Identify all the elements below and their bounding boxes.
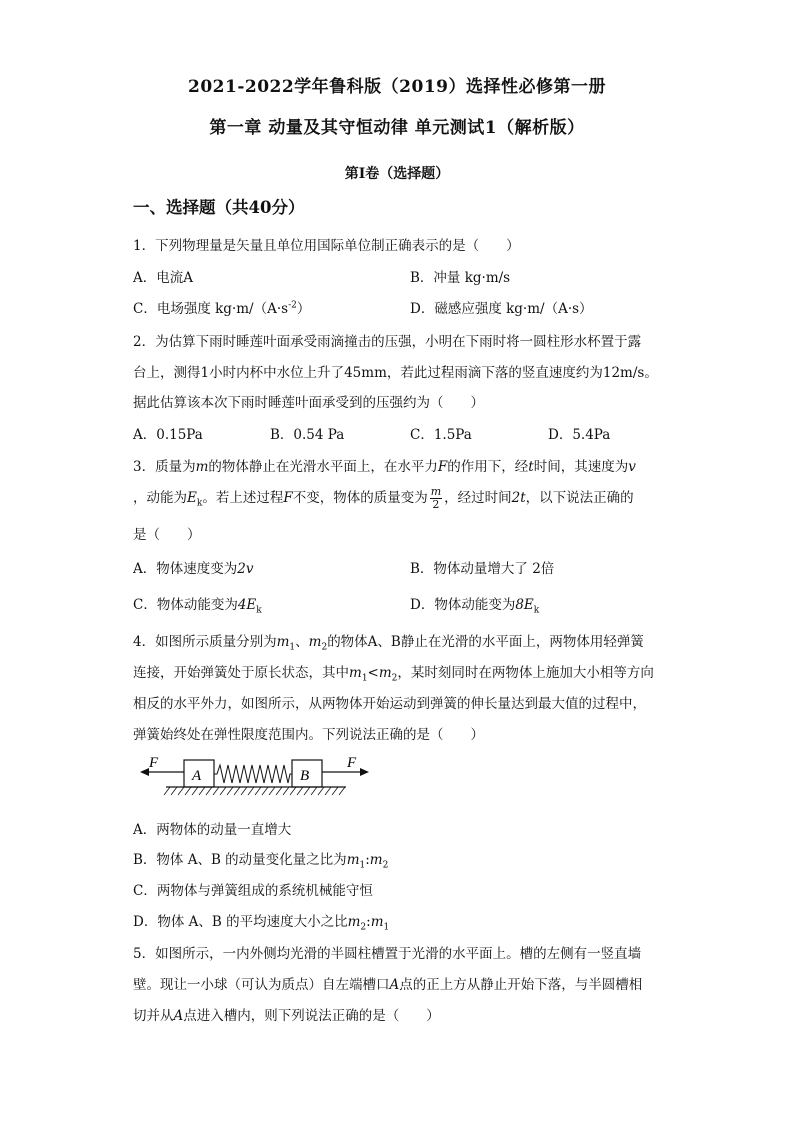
- q4-line2: 连接，开始弹簧处于原长状态，其中$m_1<m_2$，某时刻同时在两物体上施加大小相等方向: [133, 665, 654, 684]
- ground: [164, 787, 346, 795]
- q5-line3: 切并从A点进入槽内，则下列说法正确的是（ ）: [133, 1008, 440, 1024]
- q2-option-c: C．1.5Pa: [410, 427, 472, 443]
- q4-option-d: D．物体 A、B 的平均速度大小之比$m_2:m_1$: [133, 914, 390, 933]
- force-arrow-right: [322, 768, 369, 776]
- volume-heading: 第Ⅰ卷（选择题）: [344, 166, 450, 182]
- q2-line1: 2．为估算下雨时睡莲叶面承受雨滴撞击的压强，小明在下雨时将一圆柱形水杯置于露: [133, 334, 642, 350]
- q1-option-b: B．冲量 kg·m/s: [410, 270, 511, 286]
- mass-fraction: $\frac{m}{2}$: [430, 485, 442, 511]
- q3-option-c: C．物体动能变为$4E_k$: [133, 597, 262, 616]
- q4-option-c: C．两物体与弹簧组成的系统机械能守恒: [133, 883, 373, 899]
- q2-option-d: D．5.4Pa: [548, 427, 611, 443]
- q4-option-b: B．物体 A、B 的动量变化量之比为$m_1:m_2$: [133, 852, 389, 871]
- q5-line1: 5．如图所示，一内外侧均光滑的半圆柱槽置于光滑的水平面上。槽的左侧有一竖直墙: [133, 946, 642, 962]
- block-a-label: A: [192, 768, 202, 784]
- q4-line1: 4．如图所示质量分别为$m_1$、$m_2$的物体A、B静止在光滑的水平面上，两物体用轻弹簧: [133, 634, 644, 653]
- q1-option-d: D．磁感应强度 kg·m/（A·s）: [410, 301, 593, 317]
- q1-option-c: C．电场强度 $kg\cdot m/(A\cdot s^{-2})$: [133, 300, 311, 317]
- doc-title-line2: 第一章 动量及其守恒动律 单元测试1（解析版）: [209, 118, 585, 138]
- q3-option-a: A．物体速度变为2v: [133, 561, 254, 577]
- q4-option-a: A．两物体的动量一直增大: [133, 822, 292, 838]
- q3-line2: ，动能为$E_k$。若上述过程F不变，物体的质量变为 $\frac{m}{2}$ ，经过时间2t，以下说法正确的: [133, 485, 634, 511]
- q2-option-a: A．0.15Pa: [133, 427, 203, 443]
- q3-option-d: D．物体动能变为$8E_k$: [410, 597, 540, 616]
- q1-option-a: A．电流A: [133, 270, 193, 286]
- q4-line3: 相反的水平外力，如图所示，从两物体开始运动到弹簧的伸长量达到最大值的过程中，: [133, 696, 646, 712]
- force-arrow-left: [140, 768, 184, 776]
- doc-title-line1: 2021-2022学年鲁科版（2019）选择性必修第一册: [188, 77, 606, 97]
- q2-line3: 据此估算该本次下雨时睡莲叶面承受到的压强约为（ ）: [133, 395, 484, 411]
- q3-option-b: B．物体动量增大了 2倍: [410, 561, 555, 577]
- spring-blocks-figure: [140, 752, 380, 804]
- q3-line3: 是（ ）: [133, 527, 201, 543]
- q5-line2: 壁。现让一小球（可认为质点）自左端槽口A点的正上方从静止开始下落，与半圆槽相: [133, 977, 643, 993]
- q2-line2: 台上，测得1小时内杯中水位上升了45mm，若此过程雨滴下落的竖直速度约为12m/s。: [133, 365, 658, 381]
- q3-line1: 3．质量为m的物体静止在光滑水平面上，在水平力F的作用下，经t时间，其速度为v: [133, 459, 636, 475]
- q1-stem: 1．下列物理量是矢量且单位用国际单位制正确表示的是（ ）: [133, 238, 520, 254]
- block-b-label: B: [300, 768, 310, 784]
- q2-option-b: B．0.54 Pa: [270, 427, 345, 443]
- force-label-right: F: [347, 755, 357, 771]
- force-label-left: F: [149, 755, 159, 771]
- q4-line4: 弹簧始终处在弹性限度范围内。下列说法正确的是（ ）: [133, 727, 484, 743]
- section-heading: 一、选择题（共40分）: [133, 198, 305, 217]
- spring: [214, 765, 292, 783]
